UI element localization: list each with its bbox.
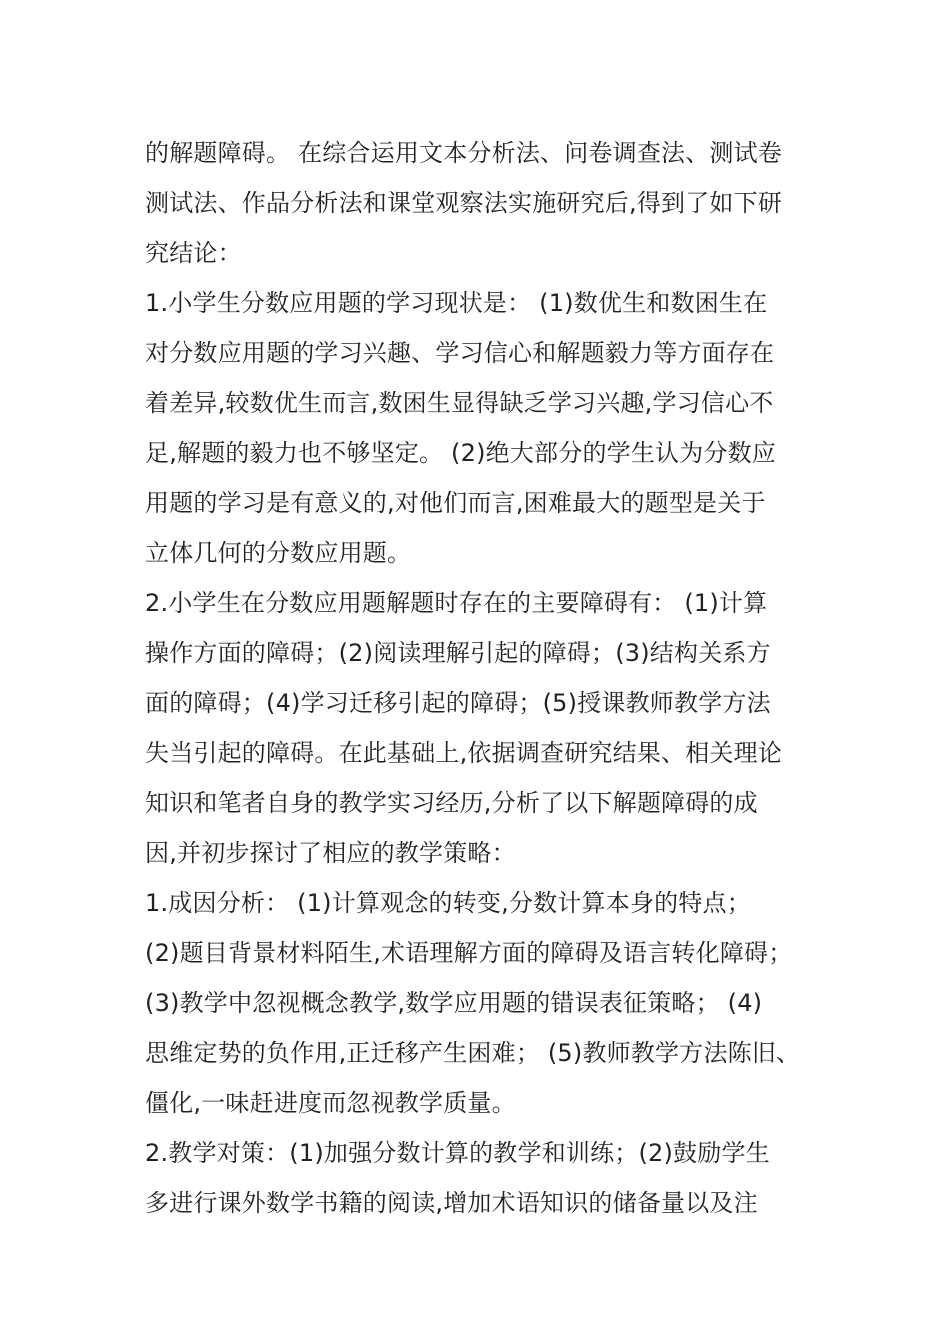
text-line: 面的障碍；(4)学习迁移引起的障碍；(5)授课教师教学方法: [145, 689, 771, 717]
text-line: 失当引起的障碍。在此基础上,依据调查研究结果、相关理论: [145, 739, 783, 767]
text-line: 着差异,较数优生而言,数困生显得缺乏学习兴趣,学习信心不: [145, 389, 774, 417]
text-line: 的解题障碍。 在综合运用文本分析法、问卷调查法、测试卷: [145, 139, 783, 167]
text-line: 测试法、作品分析法和课堂观察法实施研究后,得到了如下研: [145, 189, 783, 217]
text-line: 2.教学对策：(1)加强分数计算的教学和训练；(2)鼓励学生: [145, 1139, 770, 1167]
text-line: 足,解题的毅力也不够坚定。 (2)绝大部分的学生认为分数应: [145, 439, 777, 467]
text-line: 知识和笔者自身的教学实习经历,分析了以下解题障碍的成: [145, 789, 758, 817]
text-line: 2.小学生在分数应用题解题时存在的主要障碍有： (1)计算: [145, 589, 768, 617]
text-line: 思维定势的负作用,正迁移产生困难； (5)教师教学方法陈旧、: [145, 1039, 801, 1067]
text-line: 对分数应用题的学习兴趣、学习信心和解题毅力等方面存在: [145, 339, 775, 367]
text-line: (3)教学中忽视概念教学,数学应用题的错误表征策略； (4): [145, 989, 763, 1017]
text-line: 1.成因分析： (1)计算观念的转变,分数计算本身的特点；: [145, 889, 751, 917]
text-line: 僵化,一味赶进度而忽视教学质量。: [145, 1089, 516, 1117]
text-line: 多进行课外数学书籍的阅读,增加术语知识的储备量以及注: [145, 1189, 758, 1217]
text-line: 操作方面的障碍；(2)阅读理解引起的障碍；(3)结构关系方: [145, 639, 771, 667]
text-line: (2)题目背景材料陌生,术语理解方面的障碍及语言转化障碍；: [145, 939, 793, 967]
text-line: 立体几何的分数应用题。: [145, 539, 412, 567]
text-line: 1.小学生分数应用题的学习现状是： (1)数优生和数困生在: [145, 289, 768, 317]
text-line: 究结论：: [145, 239, 242, 267]
text-line: 因,并初步探讨了相应的教学策略：: [145, 839, 516, 867]
body-text: [145, 128, 835, 1228]
text-line: 用题的学习是有意义的,对他们而言,困难最大的题型是关于: [145, 489, 766, 517]
